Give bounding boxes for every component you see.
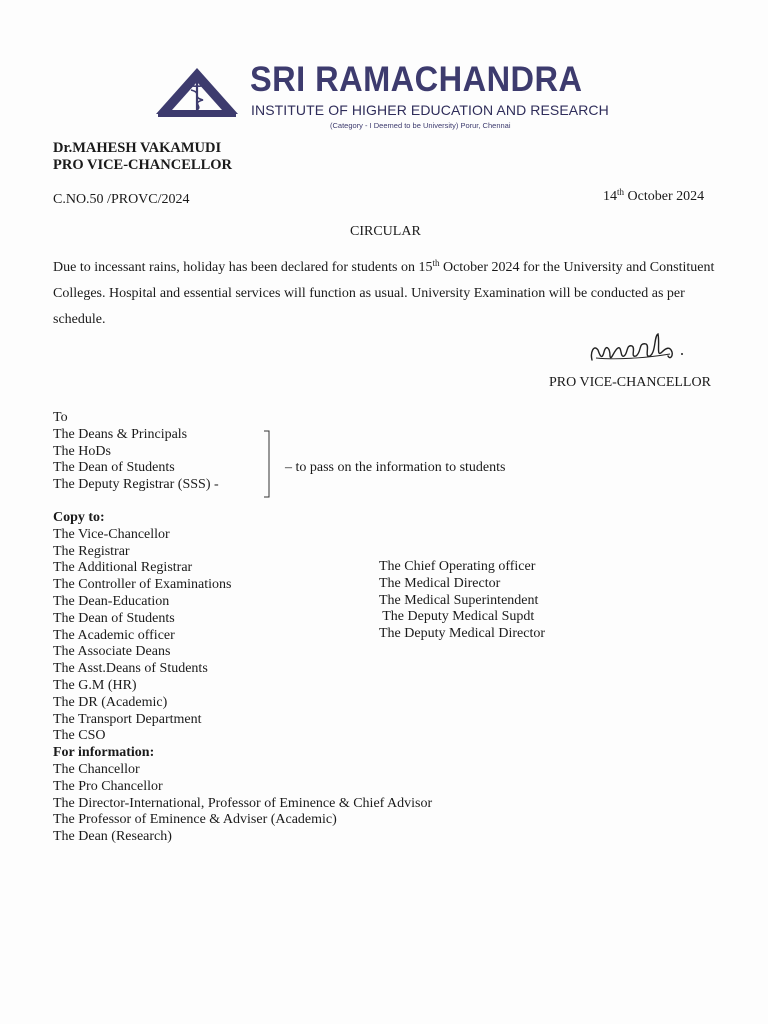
circular-date [603,188,704,205]
copy-item: The Asst.Deans of Students [53,661,208,677]
recipients-bracket [262,430,272,498]
copy-item: The Deputy Medical Supdt [379,609,535,625]
copy-item: The Vice-Chancellor [53,526,170,542]
copy-item: The Deputy Medical Director [379,626,545,642]
recipients-note: – to pass on the information to students [285,460,506,475]
copy-item: The Additional Registrar [53,560,193,576]
copy-item: The Registrar [53,543,130,559]
info-item: The Pro Chancellor [53,778,163,794]
copy-to-list [53,510,432,846]
copy-to-list-right [379,559,545,643]
date-suffix: th [617,187,625,197]
copy-item: The CSO [53,728,106,744]
info-item: The Chancellor [53,761,140,777]
institution-name: SRI RAMACHANDRA [250,60,583,99]
info-item: The Dean (Research) [53,829,172,845]
body-part1: Due to incessant rains, holiday has been declared for students on 15 [53,260,433,275]
institution-logo-icon [154,66,240,118]
copy-item: The Academic officer [53,627,175,643]
copy-item: The Medical Director [379,575,501,591]
to-recipients [53,410,219,494]
body-date-suffix: th [432,258,440,268]
author-designation: PRO VICE-CHANCELLOR [53,157,232,173]
body-part2: October 2024 for the University and Constituent Colleges. Hospital and essential services will function as usual. University Examination will be conducted as per schedule. [53,260,715,327]
institution-category: (Category - I Deemed to be University) Porur, Chennai [330,121,511,130]
copy-item: The Dean-Education [53,593,170,609]
date-day: 14 [603,189,617,204]
institution-subtitle: INSTITUTE OF HIGHER EDUCATION AND RESEARCH [251,102,609,118]
circular-reference-number: C.NO.50 /PROVC/2024 [53,192,190,207]
info-item: The Director-International, Professor of Eminence & Chief Advisor [53,795,433,811]
to-label: To [53,410,68,425]
author-name: Dr.MAHESH VAKAMUDI [53,140,222,156]
copy-item: The G.M (HR) [53,677,137,693]
info-item: The Professor of Eminence & Adviser (Academic) [53,812,337,828]
signatory-title: PRO VICE-CHANCELLOR [549,375,711,390]
date-month-year: October 2024 [627,189,705,204]
copy-item: The DR (Academic) [53,694,168,710]
copy-item: The Associate Deans [53,644,171,660]
copy-to-label: Copy to: [53,510,105,525]
recipient-item: The Deputy Registrar (SSS) - [53,477,219,493]
for-information-label: For information: [53,745,155,761]
recipient-item: The Deans & Principals [53,426,188,442]
recipient-item: The HoDs [53,443,111,459]
circular-heading: CIRCULAR [350,224,421,239]
copy-item: The Chief Operating officer [379,559,536,574]
recipient-item: The Dean of Students [53,460,175,476]
signature-image [586,330,690,370]
copy-item: The Medical Superintendent [379,592,539,608]
copy-item: The Dean of Students [53,610,175,626]
copy-item: The Transport Department [53,711,202,727]
copy-item: The Controller of Examinations [53,577,232,593]
author-block [53,140,232,174]
circular-body [53,255,733,333]
